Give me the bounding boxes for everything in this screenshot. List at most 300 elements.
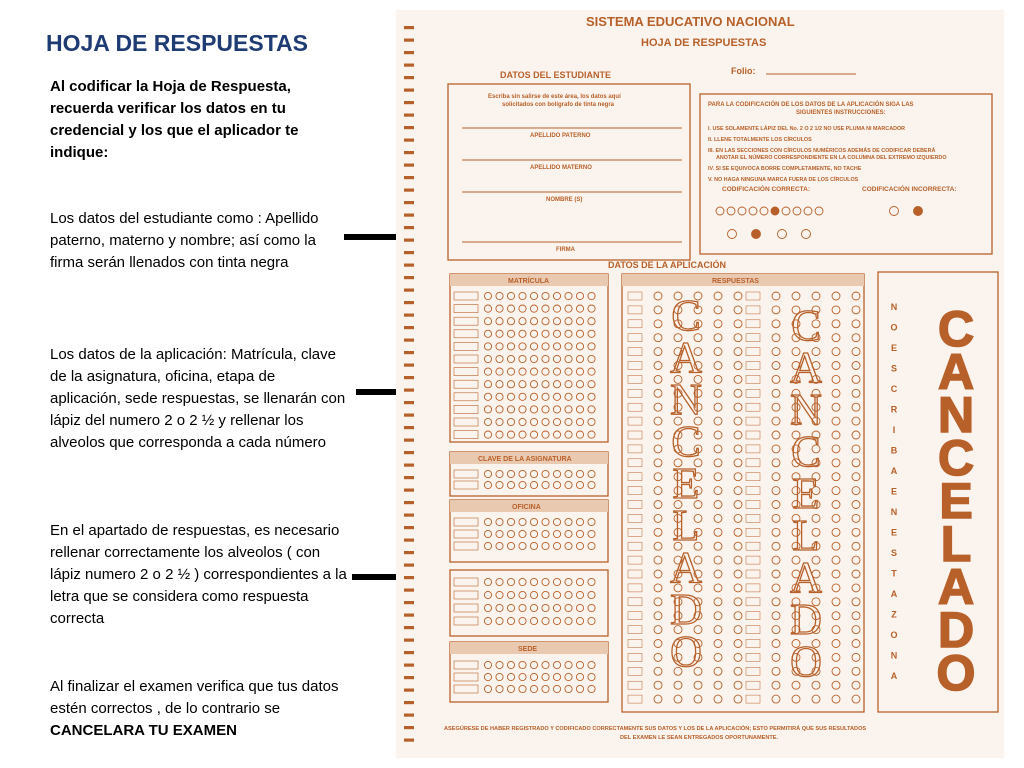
vertical-letter: O bbox=[890, 322, 898, 333]
bubble bbox=[727, 207, 735, 215]
bubble bbox=[553, 330, 560, 337]
bubble bbox=[484, 578, 491, 585]
bubble bbox=[852, 417, 860, 425]
bubble bbox=[576, 393, 583, 400]
timing-mark bbox=[404, 526, 414, 529]
bubble bbox=[507, 418, 514, 425]
bubble bbox=[654, 542, 662, 550]
answer-sheet-image bbox=[396, 10, 1004, 758]
bubble bbox=[812, 292, 820, 300]
bubble bbox=[530, 530, 537, 537]
bubble bbox=[734, 375, 742, 383]
timing-mark bbox=[404, 376, 414, 379]
page-title: HOJA DE RESPUESTAS bbox=[46, 30, 308, 56]
answer-number-box bbox=[628, 528, 642, 536]
cancel-letter: E bbox=[939, 473, 973, 529]
bubble bbox=[565, 318, 572, 325]
bubble bbox=[832, 348, 840, 356]
bubble bbox=[734, 626, 742, 634]
bubble bbox=[852, 306, 860, 314]
bubble bbox=[530, 518, 537, 525]
timing-mark bbox=[404, 426, 414, 429]
bubble bbox=[734, 528, 742, 536]
bubble bbox=[588, 481, 595, 488]
bubble bbox=[496, 518, 503, 525]
digit-box bbox=[454, 591, 478, 599]
bubble bbox=[714, 640, 722, 648]
timing-mark bbox=[404, 726, 414, 729]
bubble bbox=[484, 368, 491, 375]
cancel-letter: C bbox=[937, 301, 975, 357]
bubble bbox=[832, 389, 840, 397]
timing-mark bbox=[404, 26, 414, 29]
bubble bbox=[507, 330, 514, 337]
timing-mark bbox=[404, 264, 414, 267]
bubble bbox=[576, 305, 583, 312]
answer-number-box bbox=[628, 348, 642, 356]
bubble bbox=[519, 368, 526, 375]
bubble bbox=[507, 368, 514, 375]
bubble bbox=[714, 292, 722, 300]
cancel-letter: A bbox=[937, 344, 975, 400]
answer-number-box bbox=[746, 556, 760, 564]
timing-mark bbox=[404, 176, 414, 179]
bubble bbox=[714, 445, 722, 453]
bubble bbox=[694, 681, 702, 689]
bubble bbox=[674, 681, 682, 689]
bubble bbox=[542, 292, 549, 299]
no-escriba-text bbox=[890, 302, 897, 681]
bubble bbox=[852, 362, 860, 370]
bubble bbox=[519, 355, 526, 362]
bubble bbox=[507, 542, 514, 549]
bubble bbox=[496, 685, 503, 692]
bubble bbox=[507, 393, 514, 400]
bubble bbox=[519, 661, 526, 668]
overlay-letter: C bbox=[791, 427, 821, 476]
digit-box bbox=[454, 604, 478, 612]
bubble bbox=[588, 518, 595, 525]
bubble bbox=[530, 431, 537, 438]
bubble bbox=[772, 570, 780, 578]
bubble bbox=[507, 481, 514, 488]
digit-box bbox=[454, 661, 478, 669]
bubble bbox=[553, 617, 560, 624]
bubble bbox=[553, 418, 560, 425]
bubble bbox=[553, 355, 560, 362]
bubble bbox=[588, 305, 595, 312]
bubble bbox=[507, 381, 514, 388]
bubble bbox=[832, 362, 840, 370]
bubble bbox=[565, 673, 572, 680]
bubble bbox=[654, 334, 662, 342]
bubble bbox=[484, 355, 491, 362]
bubble bbox=[496, 355, 503, 362]
bubble bbox=[588, 617, 595, 624]
bubble bbox=[772, 640, 780, 648]
timing-mark bbox=[404, 576, 414, 579]
bubble bbox=[852, 431, 860, 439]
bubble bbox=[749, 207, 757, 215]
bubble bbox=[484, 381, 491, 388]
bubble bbox=[588, 355, 595, 362]
bubble bbox=[542, 542, 549, 549]
bubble bbox=[772, 584, 780, 592]
timing-mark bbox=[404, 651, 414, 654]
bubble bbox=[484, 292, 491, 299]
overlay-letter: C bbox=[671, 417, 701, 466]
timing-mark bbox=[404, 601, 414, 604]
bubble bbox=[576, 381, 583, 388]
vertical-letter: S bbox=[890, 548, 898, 558]
bubble bbox=[852, 681, 860, 689]
bubble bbox=[576, 685, 583, 692]
digit-box bbox=[454, 542, 478, 550]
bubble bbox=[772, 306, 780, 314]
digit-box bbox=[454, 685, 478, 693]
answer-number-box bbox=[746, 334, 760, 342]
digit-box bbox=[454, 342, 478, 350]
bubble bbox=[734, 667, 742, 675]
answer-number-box bbox=[628, 431, 642, 439]
answer-number-box bbox=[746, 389, 760, 397]
bubble bbox=[576, 673, 583, 680]
answer-number-box bbox=[746, 612, 760, 620]
field-nombre: NOMBRE (S) bbox=[546, 197, 583, 203]
digit-box bbox=[454, 380, 478, 388]
answer-number-box bbox=[628, 292, 642, 300]
bubble bbox=[588, 318, 595, 325]
bubble bbox=[542, 368, 549, 375]
timing-mark bbox=[404, 701, 414, 704]
bubble bbox=[772, 375, 780, 383]
bubble bbox=[542, 381, 549, 388]
vertical-letter: C bbox=[890, 384, 898, 394]
bubble bbox=[714, 348, 722, 356]
bubble bbox=[507, 604, 514, 611]
vertical-letter: O bbox=[890, 630, 898, 640]
sheet-subtitle: HOJA DE RESPUESTAS bbox=[641, 37, 767, 49]
timing-mark bbox=[404, 301, 414, 304]
bubble bbox=[852, 292, 860, 300]
bubble bbox=[654, 431, 662, 439]
answer-number-box bbox=[746, 375, 760, 383]
bubble bbox=[714, 528, 722, 536]
incorrect-coding-label: CODIFICACIÓN INCORRECTA: bbox=[862, 186, 957, 193]
answer-number-box bbox=[746, 403, 760, 411]
bubble bbox=[654, 612, 662, 620]
bubble bbox=[588, 343, 595, 350]
bubble bbox=[832, 556, 840, 564]
bubble bbox=[530, 685, 537, 692]
digit-box bbox=[454, 481, 478, 489]
bubble bbox=[852, 445, 860, 453]
bubble bbox=[654, 473, 662, 481]
bubble bbox=[519, 343, 526, 350]
answer-number-box bbox=[746, 348, 760, 356]
bubble bbox=[738, 207, 746, 215]
bubble bbox=[852, 334, 860, 342]
bubble bbox=[496, 368, 503, 375]
answer-number-box bbox=[628, 459, 642, 467]
bubble bbox=[654, 459, 662, 467]
answer-number-box bbox=[746, 598, 760, 606]
overlay-letter: D bbox=[790, 595, 822, 644]
bubble bbox=[772, 542, 780, 550]
answer-number-box bbox=[628, 542, 642, 550]
bubble bbox=[530, 578, 537, 585]
answer-number-box bbox=[746, 362, 760, 370]
bubble bbox=[542, 406, 549, 413]
timing-mark bbox=[404, 714, 414, 717]
bubble bbox=[852, 556, 860, 564]
instr-4: IV. SI SE EQUIVOCA BORRE COMPLETAMENTE, NO TACHE bbox=[708, 166, 862, 172]
bubble bbox=[565, 617, 572, 624]
bubble bbox=[654, 640, 662, 648]
cancel-letter: O bbox=[936, 645, 976, 701]
bubble bbox=[734, 389, 742, 397]
timing-mark bbox=[404, 339, 414, 342]
bubble bbox=[852, 320, 860, 328]
bubble bbox=[772, 612, 780, 620]
bubble bbox=[565, 406, 572, 413]
bubble bbox=[576, 318, 583, 325]
matricula-label: MATRÍCULA bbox=[508, 278, 550, 285]
bubble bbox=[832, 612, 840, 620]
bubble bbox=[654, 362, 662, 370]
bubble bbox=[832, 501, 840, 509]
answer-number-box bbox=[746, 514, 760, 522]
bubble bbox=[565, 431, 572, 438]
bubble bbox=[484, 604, 491, 611]
bubble bbox=[804, 207, 812, 215]
bubble bbox=[507, 406, 514, 413]
bubble bbox=[565, 470, 572, 477]
bubble bbox=[484, 393, 491, 400]
timing-mark bbox=[404, 189, 414, 192]
bubble bbox=[519, 673, 526, 680]
bubble bbox=[714, 431, 722, 439]
bubble bbox=[496, 381, 503, 388]
bubble bbox=[496, 530, 503, 537]
answer-number-box bbox=[746, 487, 760, 495]
bubble bbox=[542, 305, 549, 312]
bubble bbox=[507, 591, 514, 598]
final-warning-emphasis: CANCELARA TU EXAMEN bbox=[50, 722, 237, 739]
timing-mark bbox=[404, 739, 414, 742]
bubble bbox=[772, 473, 780, 481]
bubble bbox=[832, 292, 840, 300]
timing-mark bbox=[404, 151, 414, 154]
answer-number-box bbox=[628, 473, 642, 481]
bubble bbox=[734, 431, 742, 439]
bubble bbox=[507, 470, 514, 477]
digit-box bbox=[454, 368, 478, 376]
bubble bbox=[553, 673, 560, 680]
digit-box bbox=[454, 317, 478, 325]
digit-box bbox=[454, 405, 478, 413]
bubble bbox=[654, 528, 662, 536]
instr-3b: ANOTAR EL NÚMERO CORRESPONDIENTE EN LA COLUMNA DEL EXTREMO IZQUIERDO bbox=[716, 155, 947, 161]
bubble bbox=[565, 578, 572, 585]
bubble bbox=[565, 330, 572, 337]
bubble bbox=[734, 403, 742, 411]
bubble bbox=[832, 695, 840, 703]
bubble bbox=[832, 681, 840, 689]
overlay-letter: O bbox=[790, 637, 822, 686]
bubble bbox=[496, 406, 503, 413]
bubble bbox=[553, 470, 560, 477]
bubble bbox=[565, 591, 572, 598]
bubble bbox=[714, 626, 722, 634]
bubble bbox=[832, 514, 840, 522]
bubble bbox=[553, 406, 560, 413]
bubble bbox=[714, 473, 722, 481]
overlay-letter: C bbox=[791, 301, 821, 350]
bubble bbox=[507, 530, 514, 537]
answer-number-box bbox=[746, 473, 760, 481]
answer-number-box bbox=[628, 417, 642, 425]
vertical-letter: A bbox=[890, 466, 898, 476]
bubble bbox=[484, 617, 491, 624]
final-warning-prefix: Al finalizar el examen verifica que tus datos estén correctos , de lo contrario se bbox=[50, 678, 339, 717]
coding-samples bbox=[716, 207, 923, 239]
answer-number-box bbox=[746, 640, 760, 648]
bubble bbox=[588, 661, 595, 668]
sheet-folio: Folio: bbox=[731, 66, 756, 76]
bubble bbox=[530, 292, 537, 299]
answer-number-box bbox=[628, 375, 642, 383]
bubble bbox=[654, 584, 662, 592]
timing-mark bbox=[404, 551, 414, 554]
answer-number-box bbox=[746, 528, 760, 536]
bubble bbox=[714, 542, 722, 550]
bubble bbox=[734, 542, 742, 550]
bubble bbox=[542, 343, 549, 350]
bubble bbox=[496, 470, 503, 477]
bubble bbox=[507, 578, 514, 585]
bubble bbox=[654, 598, 662, 606]
bubble bbox=[553, 343, 560, 350]
bubble bbox=[714, 389, 722, 397]
bubble bbox=[507, 673, 514, 680]
timing-mark bbox=[404, 626, 414, 629]
bubble bbox=[565, 393, 572, 400]
bubble bbox=[519, 318, 526, 325]
bubble bbox=[734, 487, 742, 495]
bubble bbox=[654, 514, 662, 522]
bubble bbox=[565, 368, 572, 375]
oficina-label: OFICINA bbox=[512, 504, 541, 511]
bubble bbox=[654, 320, 662, 328]
bubble bbox=[530, 604, 537, 611]
overlay-letter: A bbox=[790, 343, 822, 392]
timing-mark bbox=[404, 539, 414, 542]
bubble bbox=[852, 459, 860, 467]
timing-marks bbox=[404, 26, 414, 742]
matricula-bubbles bbox=[454, 292, 595, 439]
digit-box bbox=[454, 470, 478, 478]
bubble bbox=[542, 518, 549, 525]
bubble bbox=[553, 318, 560, 325]
bubble bbox=[588, 542, 595, 549]
answer-number-box bbox=[628, 612, 642, 620]
instr-2: II. LLENE TOTALMENTE LOS CÍRCULOS bbox=[708, 137, 812, 143]
vertical-letter: E bbox=[890, 486, 898, 497]
digit-box bbox=[454, 330, 478, 338]
bubble bbox=[734, 306, 742, 314]
answer-number-box bbox=[628, 695, 642, 703]
bubble bbox=[507, 617, 514, 624]
application-data-text: Los datos de la aplicación: Matrícula, clave de la asignatura, oficina, etapa de aplicación, sede respuestas, se llenarán con lápiz del numero 2 o 2 ½ y rellenar los alveolos que corresponda a cada número bbox=[50, 346, 346, 451]
bubble bbox=[553, 604, 560, 611]
bubble bbox=[565, 305, 572, 312]
bubble bbox=[852, 640, 860, 648]
bubble bbox=[530, 355, 537, 362]
application-data-header: DATOS DE LA APLICACIÓN bbox=[608, 260, 727, 270]
bubble bbox=[852, 542, 860, 550]
bubble bbox=[542, 530, 549, 537]
answers-text: En el apartado de respuestas, es necesario rellenar correctamente los alveolos ( con lápiz numero 2 o 2 ½ ) correspondientes a la letra que se considera como respuesta correcta bbox=[50, 522, 347, 627]
bubble bbox=[832, 528, 840, 536]
bubble bbox=[519, 470, 526, 477]
bubble bbox=[714, 514, 722, 522]
bubble bbox=[553, 542, 560, 549]
bubble bbox=[588, 530, 595, 537]
bubble bbox=[734, 334, 742, 342]
bubble bbox=[714, 667, 722, 675]
bubble bbox=[852, 501, 860, 509]
answer-number-box bbox=[628, 667, 642, 675]
bubble bbox=[507, 685, 514, 692]
bubble bbox=[792, 695, 800, 703]
bubble bbox=[576, 343, 583, 350]
sheet-system-title: SISTEMA EDUCATIVO NACIONAL bbox=[586, 14, 795, 29]
timing-mark bbox=[404, 289, 414, 292]
bubble bbox=[588, 673, 595, 680]
vertical-letter: A bbox=[890, 671, 898, 681]
instr-title-1: PARA LA CODIFICACIÓN DE LOS DATOS DE LA APLICACIÓN SIGA LAS bbox=[708, 102, 914, 108]
cancel-letter: L bbox=[940, 516, 972, 572]
bubble bbox=[576, 470, 583, 477]
bubble bbox=[714, 417, 722, 425]
timing-mark bbox=[404, 364, 414, 367]
bubble bbox=[519, 685, 526, 692]
bubble bbox=[654, 348, 662, 356]
bubble bbox=[734, 695, 742, 703]
bubble bbox=[772, 459, 780, 467]
answer-number-box bbox=[746, 292, 760, 300]
timing-mark bbox=[404, 664, 414, 667]
bubble bbox=[519, 393, 526, 400]
bubble bbox=[714, 584, 722, 592]
bubble bbox=[832, 417, 840, 425]
overlay-letter: C bbox=[671, 291, 701, 340]
bubble bbox=[654, 570, 662, 578]
bubble bbox=[519, 518, 526, 525]
bubble bbox=[734, 612, 742, 620]
bubble bbox=[714, 375, 722, 383]
bubble bbox=[484, 431, 491, 438]
bubble bbox=[530, 393, 537, 400]
bubble bbox=[588, 431, 595, 438]
vertical-letter: N bbox=[890, 302, 898, 312]
bubble bbox=[530, 381, 537, 388]
clave-asignatura-label: CLAVE DE LA ASIGNATURA bbox=[478, 456, 572, 463]
timing-mark bbox=[404, 351, 414, 354]
bubble bbox=[496, 318, 503, 325]
bubble bbox=[914, 207, 923, 216]
